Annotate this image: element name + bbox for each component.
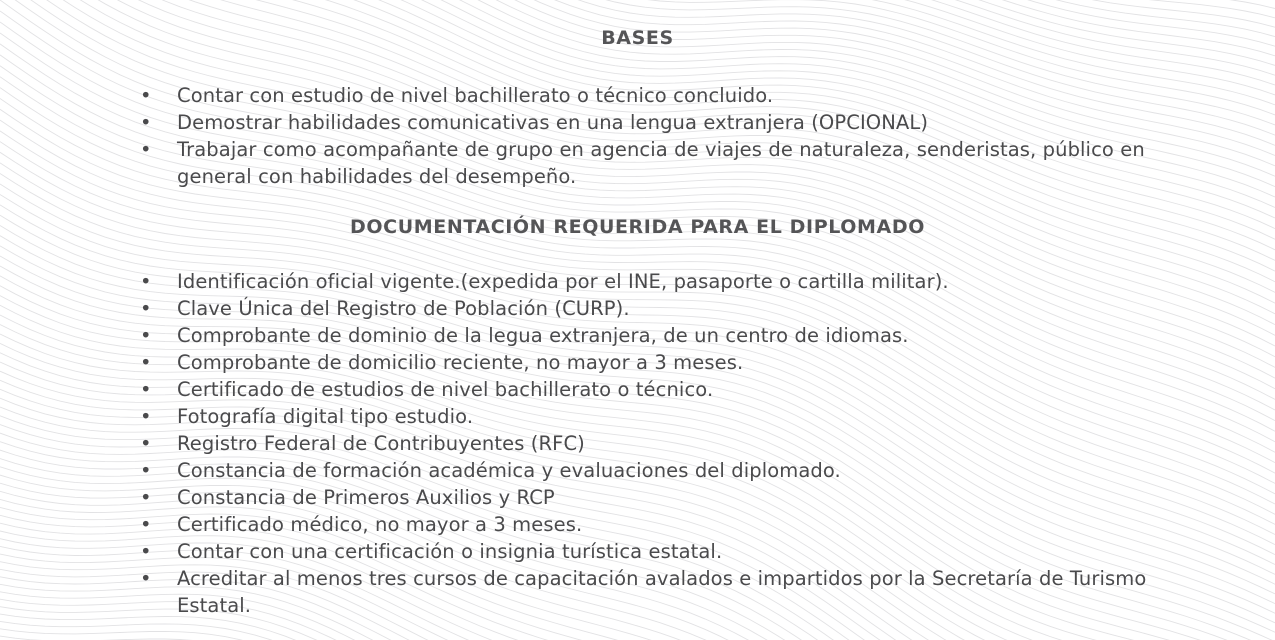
bullet-icon: •: [140, 513, 152, 536]
bullet-icon: •: [140, 270, 152, 293]
bases-list: [140, 82, 1160, 190]
list-item-text: Trabajar como acompañante de grupo en agencia de viajes de naturaleza, senderistas, público en general con habilidades del desempeño.: [177, 138, 1145, 188]
list-item: [140, 136, 1160, 190]
list-item: [140, 484, 1160, 511]
list-item: [140, 268, 1160, 295]
bullet-icon: •: [140, 297, 152, 320]
list-item-text: Certificado de estudios de nivel bachillerato o técnico.: [177, 378, 714, 401]
list-item-text: Fotografía digital tipo estudio.: [177, 405, 474, 428]
list-item-text: Constancia de Primeros Auxilios y RCP: [177, 486, 555, 509]
documentation-heading: DOCUMENTACIÓN REQUERIDA PARA EL DIPLOMADO: [350, 216, 925, 238]
list-item: [140, 538, 1160, 565]
documentation-list: [140, 268, 1160, 619]
list-item-text: Certificado médico, no mayor a 3 meses.: [177, 513, 583, 536]
list-item-text: Demostrar habilidades comunicativas en una lengua extranjera (OPCIONAL): [177, 111, 929, 134]
bullet-icon: •: [140, 138, 152, 161]
bullet-icon: •: [140, 378, 152, 401]
bullet-icon: •: [140, 84, 152, 107]
list-item: [140, 403, 1160, 430]
list-item: [140, 376, 1160, 403]
list-item-text: Registro Federal de Contribuyentes (RFC): [177, 432, 585, 455]
list-item: [140, 295, 1160, 322]
list-item-text: Clave Única del Registro de Población (CURP).: [177, 297, 630, 320]
list-item-text: Contar con estudio de nivel bachillerato o técnico concluido.: [177, 84, 774, 107]
bullet-icon: •: [140, 540, 152, 563]
list-item-text: Comprobante de domicilio reciente, no mayor a 3 meses.: [177, 351, 744, 374]
list-item: [140, 109, 1160, 136]
bullet-icon: •: [140, 324, 152, 347]
bullet-icon: •: [140, 567, 152, 590]
list-item-text: Acreditar al menos tres cursos de capacitación avalados e impartidos por la Secretaría de Turismo Estatal.: [177, 567, 1147, 617]
list-item-text: Constancia de formación académica y evaluaciones del diplomado.: [177, 459, 841, 482]
bullet-icon: •: [140, 111, 152, 134]
bullet-icon: •: [140, 459, 152, 482]
bullet-icon: •: [140, 486, 152, 509]
list-item-text: Comprobante de dominio de la legua extranjera, de un centro de idiomas.: [177, 324, 909, 347]
list-item: [140, 349, 1160, 376]
list-item: [140, 565, 1160, 619]
bullet-icon: •: [140, 351, 152, 374]
list-item: [140, 430, 1160, 457]
list-item: [140, 457, 1160, 484]
list-item: [140, 82, 1160, 109]
list-item-text: Identificación oficial vigente.(expedida por el INE, pasaporte o cartilla militar).: [177, 270, 949, 293]
list-item: [140, 322, 1160, 349]
bases-heading: BASES: [601, 27, 674, 49]
list-item-text: Contar con una certificación o insignia turística estatal.: [177, 540, 723, 563]
bullet-icon: •: [140, 405, 152, 428]
bullet-icon: •: [140, 432, 152, 455]
list-item: [140, 511, 1160, 538]
